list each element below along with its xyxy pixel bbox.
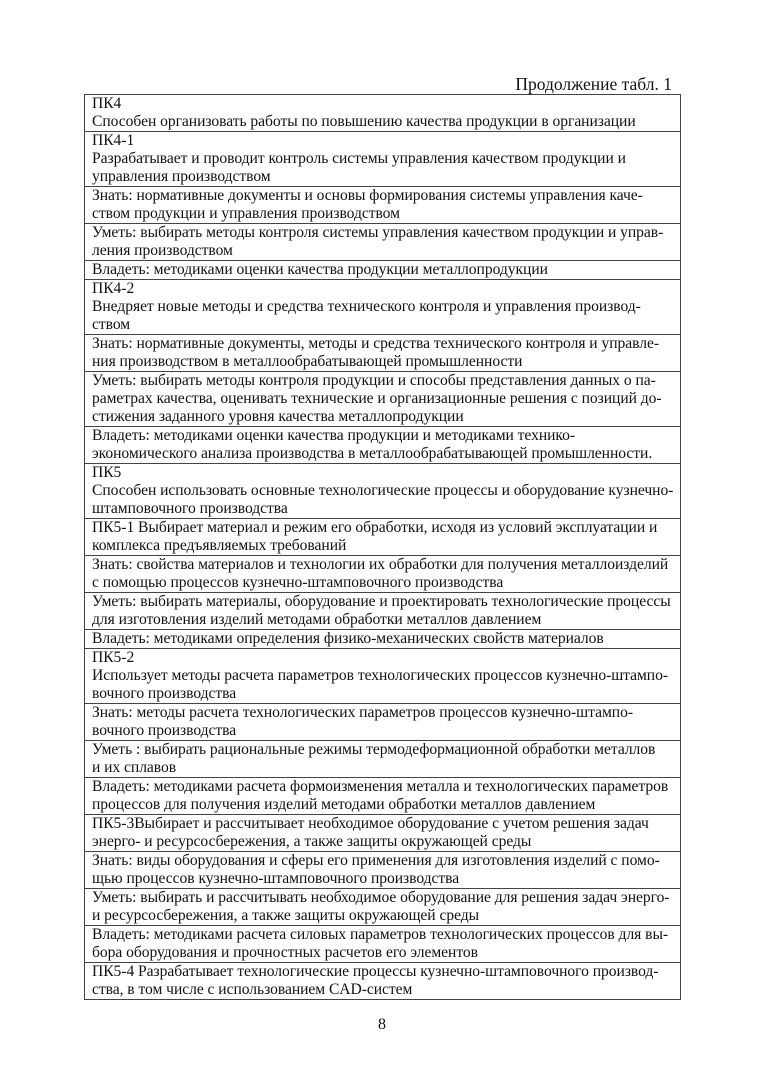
table-row — [85, 926, 681, 963]
table-cell — [85, 963, 681, 1000]
cell-text-line: щью процессов кузнечно-штамповочного производства — [92, 870, 460, 887]
cell-text-line: ства, в том числе с использованием CAD-систем — [92, 981, 413, 998]
cell-text-line: раметрах качества, оценивать технические и организационные решения с позиций до- — [92, 390, 662, 407]
cell-text-line: Уметь: выбирать методы контроля системы управления качеством продукции и управ- — [92, 224, 664, 241]
cell-text-line: Использует методы расчета параметров технологических процессов кузнечно-штампо- — [92, 667, 668, 684]
table-cell — [85, 741, 681, 778]
table-row — [85, 778, 681, 815]
table-cell — [85, 224, 681, 261]
table-row — [85, 224, 681, 261]
table-cell — [85, 852, 681, 889]
cell-text-line: Способен использовать основные технологические процессы и оборудование кузнечно- — [92, 482, 674, 499]
cell-text-line: ния производством в металлообрабатывающей промышленности — [92, 353, 523, 370]
table-cell — [85, 926, 681, 963]
cell-text-line: Способен организовать работы по повышению качества продукции в организации — [92, 113, 636, 130]
table-row — [85, 187, 681, 224]
table-row — [85, 741, 681, 778]
table-row — [85, 335, 681, 372]
table-cell — [85, 132, 681, 187]
table-continuation-caption: Продолжение табл. 1 — [515, 74, 672, 94]
cell-text-line: ПК5-4 Разрабатывает технологические процессы кузнечно-штамповочного производ- — [92, 963, 659, 980]
table-row — [85, 852, 681, 889]
table-cell — [85, 372, 681, 427]
table-cell — [85, 815, 681, 852]
table-cell — [85, 95, 681, 132]
cell-text-line: и ресурсосбережения, а также защиты окружающей среды — [92, 907, 480, 924]
cell-text-line: Знать: нормативные документы и основы формирования системы управления каче- — [92, 187, 643, 204]
cell-text-line: энерго- и ресурсосбережения, а также защиты окружающей среды — [92, 833, 532, 850]
table-row — [85, 280, 681, 335]
cell-text-line: стижения заданного уровня качества металлопродукции — [92, 408, 464, 425]
cell-text-line: штамповочного производства — [92, 500, 288, 517]
table-row — [85, 593, 681, 630]
cell-text-line: ления производством — [92, 242, 233, 259]
table-row — [85, 464, 681, 519]
table-row — [85, 815, 681, 852]
table-body — [85, 95, 681, 1000]
cell-text-line: вочного производства — [92, 722, 237, 739]
table-cell — [85, 889, 681, 926]
table-cell — [85, 261, 681, 280]
table-row — [85, 95, 681, 132]
table-cell — [85, 593, 681, 630]
cell-text-line: ПК4-2 — [92, 280, 135, 297]
cell-text-line: Знать: методы расчета технологических параметров процессов кузнечно-штампо- — [92, 704, 633, 721]
table-row — [85, 889, 681, 926]
cell-text-line: комплекса предъявляемых требований — [92, 537, 347, 554]
cell-text-line: экономического анализа производства в металлообрабатывающей промышленности. — [92, 445, 653, 462]
table-cell — [85, 427, 681, 464]
table-row — [85, 556, 681, 593]
cell-text-line: Владеть: методиками определения физико-механических свойств материалов — [92, 630, 604, 647]
cell-text-line: ПК4-1 — [92, 132, 135, 149]
table-row — [85, 630, 681, 649]
cell-text-line: ством — [92, 316, 131, 333]
cell-text-line: Владеть: методиками оценки качества продукции и методиками технико- — [92, 427, 576, 444]
cell-text-line: Уметь : выбирать рациональные режимы термодеформационной обработки металлов — [92, 741, 656, 758]
cell-text-line: ПК5-1 Выбирает материал и режим его обработки, исходя из условий эксплуатации и — [92, 519, 658, 536]
table-cell — [85, 280, 681, 335]
table-cell — [85, 630, 681, 649]
table-cell — [85, 778, 681, 815]
table-row — [85, 519, 681, 556]
cell-text-line: Владеть: методиками расчета формоизменения металла и технологических параметров — [92, 778, 669, 795]
cell-text-line: Владеть: методиками расчета силовых параметров технологических процессов для вы- — [92, 926, 669, 943]
cell-text-line: ПК4 — [92, 95, 122, 112]
cell-text-line: Уметь: выбирать методы контроля продукции и способы представления данных о па- — [92, 372, 656, 389]
cell-text-line: Знать: нормативные документы, методы и средства технического контроля и управле- — [92, 335, 659, 352]
cell-text-line: Владеть: методиками оценки качества продукции металлопродукции — [92, 261, 548, 278]
table-cell — [85, 335, 681, 372]
cell-text-line: ПК5-3Выбирает и рассчитывает необходимое оборудование с учетом решения задач — [92, 815, 649, 832]
table-row — [85, 132, 681, 187]
table-cell — [85, 556, 681, 593]
table-row — [85, 427, 681, 464]
table-cell — [85, 649, 681, 704]
table-row — [85, 649, 681, 704]
cell-text-line: Уметь: выбирать материалы, оборудование и проектировать технологические процессы — [92, 593, 671, 610]
cell-text-line: Уметь: выбирать и рассчитывать необходимое оборудование для решения задач энерго- — [92, 889, 670, 906]
table-cell — [85, 519, 681, 556]
cell-text-line: Знать: виды оборудования и сферы его применения для изготовления изделий с помо- — [92, 852, 660, 869]
table-row — [85, 963, 681, 1000]
table-row — [85, 261, 681, 280]
cell-text-line: бора оборудования и прочностных расчетов его элементов — [92, 944, 478, 961]
page-number: 8 — [378, 1016, 386, 1033]
cell-text-line: ПК5-2 — [92, 649, 135, 666]
competencies-table — [84, 94, 681, 1000]
cell-text-line: вочного производства — [92, 685, 237, 702]
cell-text-line: Разрабатывает и проводит контроль системы управления качеством продукции и — [92, 150, 626, 167]
cell-text-line: ством продукции и управления производством — [92, 205, 400, 222]
cell-text-line: с помощью процессов кузнечно-штамповочного производства — [92, 574, 504, 591]
table-cell — [85, 187, 681, 224]
cell-text-line: и их сплавов — [92, 759, 177, 776]
cell-text-line: управления производством — [92, 168, 271, 185]
cell-text-line: для изготовления изделий методами обработки металлов давлением — [92, 611, 542, 628]
table-row — [85, 704, 681, 741]
cell-text-line: Внедряет новые методы и средства технического контроля и управления производ- — [92, 298, 641, 315]
table-cell — [85, 464, 681, 519]
cell-text-line: ПК5 — [92, 464, 122, 481]
table-cell — [85, 704, 681, 741]
cell-text-line: Знать: свойства материалов и технологии их обработки для получения металлоизделий — [92, 556, 669, 573]
table-row — [85, 372, 681, 427]
cell-text-line: процессов для получения изделий методами обработки металлов давлением — [92, 796, 596, 813]
